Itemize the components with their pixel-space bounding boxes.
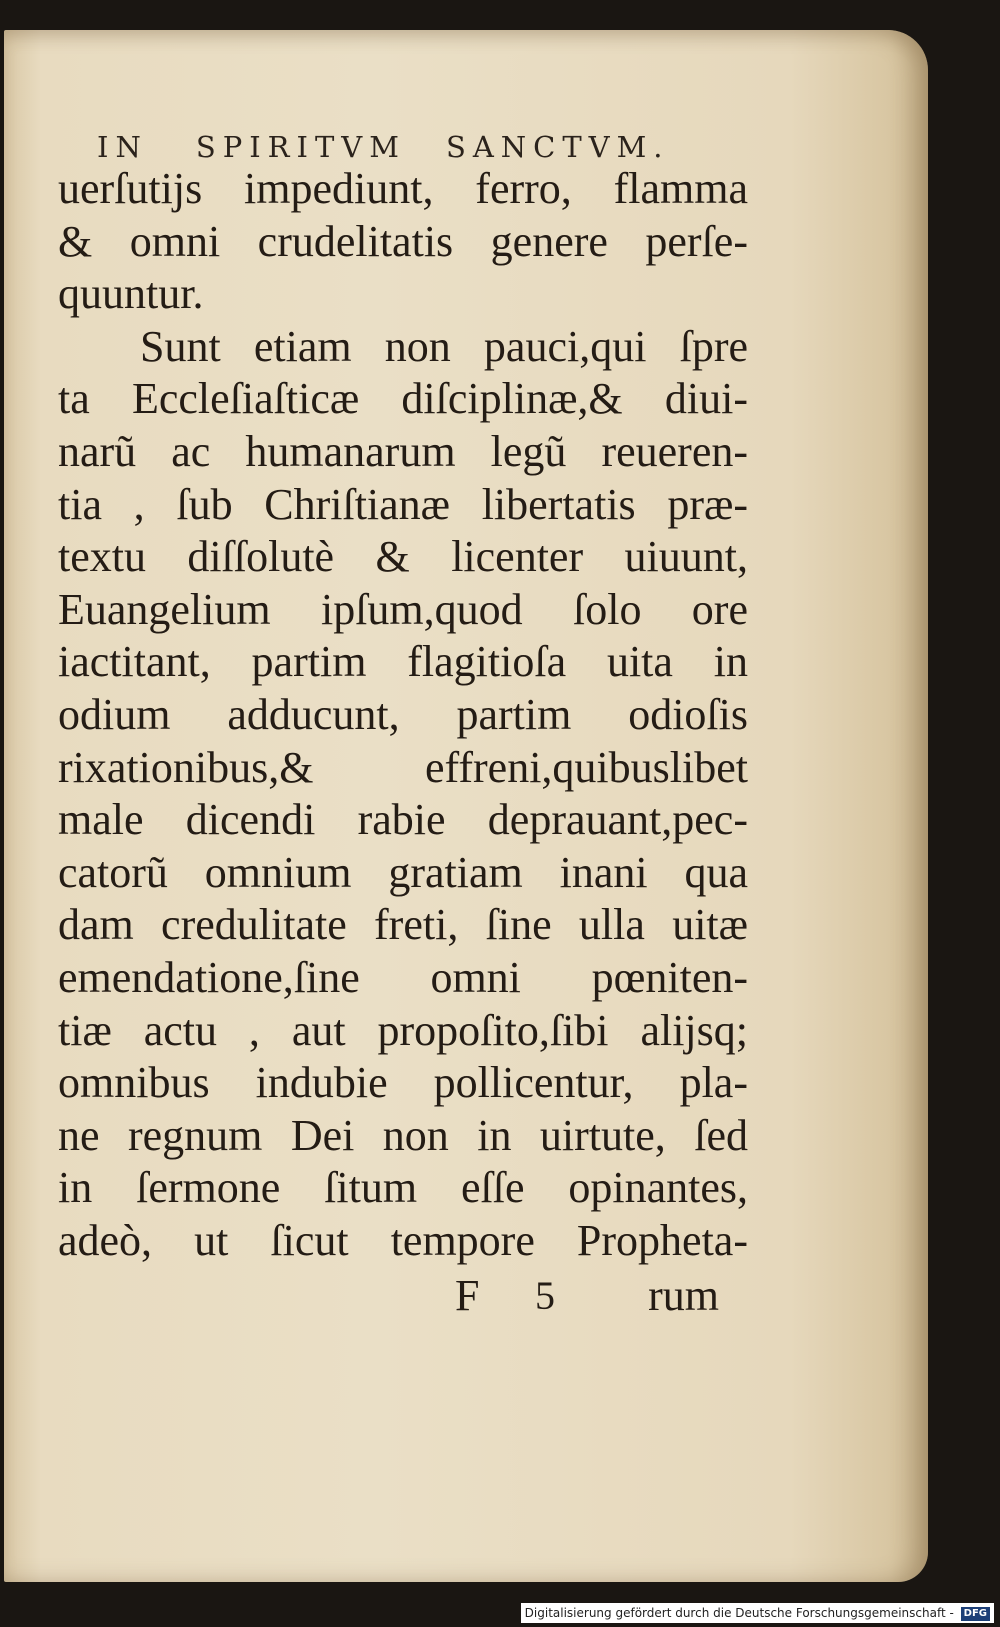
text-line: quuntur.: [58, 269, 204, 319]
digitization-footer: [521, 1603, 994, 1623]
text-line: male dicendi rabie deprauant,pec-: [58, 795, 748, 845]
running-head-word-2: SPIRITVM: [195, 130, 406, 164]
dfg-logo: DFG: [961, 1607, 990, 1621]
text-line: ta Eccleſiaſticæ diſciplinæ,& diui-: [58, 374, 748, 424]
signature-mark: F: [455, 1271, 480, 1320]
text-line: uerſutijs impediunt, ferro, flamma: [58, 164, 748, 213]
footer-text: Digitalisierung gefördert durch die Deutsche Forschungsgemeinschaft -: [524, 1606, 954, 1620]
text-line: in ſermone ſitum eſſe opinantes,: [58, 1163, 748, 1213]
text-line: adeò, ut ſicut tempore Propheta-: [58, 1215, 748, 1265]
text-line: tia , ſub Chriſtianæ libertatis præ-: [58, 479, 748, 529]
text-line: ne regnum Dei non in uirtute, ſed: [58, 1110, 748, 1160]
running-head-word-3: SANCTVM.: [445, 130, 670, 164]
text-line: iactitant, partim flagitioſa uita in: [58, 637, 748, 687]
text-line: Euangelium ipſum,quod ſolo ore: [58, 584, 748, 634]
text-line: narũ ac humanarum legũ reueren-: [58, 426, 748, 476]
running-head: [97, 130, 737, 164]
text-line: odium adducunt, partim odioſis: [58, 689, 748, 739]
text-line: omnibus indubie pollicentur, pla-: [58, 1058, 748, 1108]
text-line: rixationibus,& effreni,quibuslibet: [58, 742, 748, 792]
running-head-word-1: IN: [97, 130, 148, 164]
text-line: & omni crudelitatis genere perſe-: [58, 216, 748, 266]
catchword: rum: [648, 1271, 719, 1320]
text-line: Sunt etiam non pauci,qui ſpre: [140, 321, 748, 371]
text-line: emendatione,ſine omni pœniten-: [58, 952, 748, 1002]
body-text: [58, 163, 748, 1267]
text-line: catorũ omnium gratiam inani qua: [58, 847, 748, 897]
signature-number: 5: [535, 1273, 555, 1318]
text-line: dam credulitate freti, ſine ulla uitæ: [58, 900, 748, 950]
text-line: textu diſſolutè & licenter uiuunt,: [58, 532, 748, 582]
text-line: tiæ actu , aut propoſito,ſibi alijsq;: [58, 1005, 748, 1055]
